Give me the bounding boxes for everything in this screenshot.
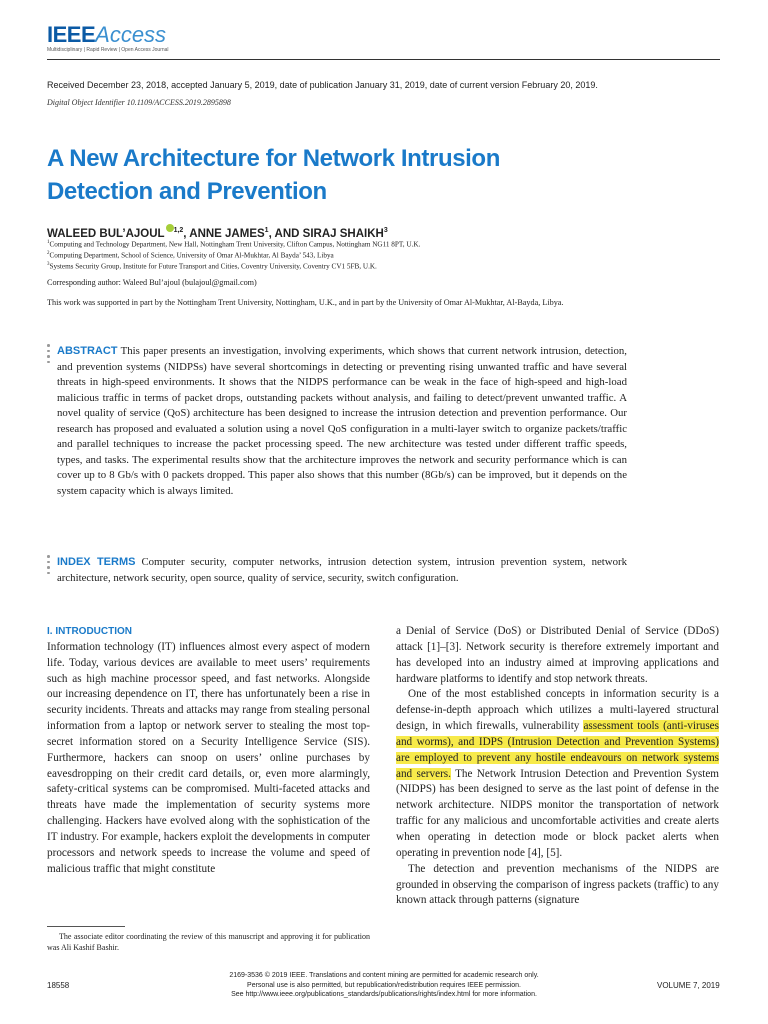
index-terms-block — [57, 555, 627, 586]
copyright-line-2: Personal use is also permitted, but republication/redistribution requires IEEE permission. — [247, 981, 521, 989]
journal-logo — [47, 22, 169, 53]
index-terms-dots-icon — [47, 555, 50, 577]
abstract-text: This paper presents an investigation, involving experiments, which shows that current network intrusion, detection, and prevention systems (NIDPSs) have several shortcomings in detecting or preventing rising unwanted traffic and have several threats in high-speed environments. It shows that the NIDPS performance can be weak in the face of high-speed and high-load malicious traffic in terms of packet drops, outstanding packets without analysis, and failing to detect/prevent unwanted traffic. A novel quality of service (QoS) architecture has been designed to increase the intrusion detection and prevention performance. Our research has proposed and evaluated a solution using a novel QoS configuration in a multi-layer switch to organize packets/traffic and parallel techniques to increase the packet processing speed. The new architecture was tested under different traffic speeds, types, and tasks. The experimental results show that the architecture improves the network and security performance which is can cover up to 8 Gb/s with 0 packets dropped. This paper also shows that this number (8Gb/s) can be improved, but it depends on the system capacity which is always limited. — [57, 345, 627, 497]
page-number: 18558 — [47, 981, 70, 990]
section-heading: I. INTRODUCTION — [47, 626, 132, 637]
title-line-2: Detection and Prevention — [47, 178, 327, 205]
affiliation-2-num: 2 — [47, 251, 50, 256]
author-list — [47, 224, 388, 240]
affiliation-3 — [47, 262, 377, 270]
doi-line: Digital Object Identifier 10.1109/ACCESS.2019.2895898 — [47, 98, 231, 107]
volume-label: VOLUME 7, 2019 — [657, 981, 720, 990]
intro-paragraph-4: The detection and prevention mechanisms of the NIDPS are grounded in observing the comparison of ingress packets (traffic) to any known attack through patterns (signature — [396, 862, 719, 907]
author-1: WALEED BUL’AJOUL — [47, 228, 165, 240]
intro-paragraph-2: a Denial of Service (DoS) or Distributed Denial of Service (DDoS) attack [1]–[3]. Network security is therefore extremely important and has developed into an industry aimed at improving applications and hardware platforms to identify and stop network threats. — [396, 625, 719, 685]
logo-tagline: Multidisciplinary | Rapid Review | Open Access Journal — [47, 47, 169, 53]
abstract-dots-icon — [47, 344, 50, 366]
author-1-affil: 1,2 — [173, 227, 184, 235]
right-column — [396, 624, 719, 909]
received-dates: Received December 23, 2018, accepted January 5, 2019, date of publication January 31, 2019, date of current version February 20, 2019. — [47, 80, 598, 90]
intro-paragraph-1: Information technology (IT) influences almost every aspect of modern life. Today, various devices are available to meet users’ requirements such as high machine processor speed, and fast networks. Alongside our increasing dependence on IT, there has unfortunately been a rise in security incidents. Threats and attacks may range from stealing personal information from a laptop or network server to stealing the most top-secret information stored on a Security Intelligence Service (SIS). Furthermore, hackers can snoop on users’ online purchases by eavesdropping on their credit card details, or, even more alarmingly, safety-critical systems can be compromised. Multi-faceted attacks and threats have made the implementation of security systems more challenging. Hackers have evolved along with the sophistication of the IT industry. For example, hackers exploit the developments in computer processors and network speeds to increase the volume and speed of malicious traffic that might constitute — [47, 640, 370, 875]
author-3-affil: 3 — [383, 227, 388, 235]
paper-title — [47, 142, 707, 208]
affiliation-1 — [47, 240, 420, 248]
author-3: , AND SIRAJ SHAIKH — [268, 228, 384, 240]
abstract-block — [57, 344, 627, 499]
funding-note: This work was supported in part by the Nottingham Trent University, Nottingham, U.K., and in part by the University of Omar Al-Mukhtar, Al-Bayda, Libya. — [47, 298, 564, 307]
highlighted-text[interactable]: assessment tools (anti-viruses and worms), and IDPS (Intrusion Detection and Prevention Systems) are employed to prevent any hostile endeavours on network systems and servers. — [396, 720, 719, 780]
footnote-rule — [47, 926, 125, 927]
orcid-icon[interactable] — [166, 224, 174, 232]
intro-paragraph-3 — [396, 687, 719, 861]
copyright-notice — [180, 971, 588, 1000]
corresponding-author: Corresponding author: Waleed Bul’ajoul (bulajoul@gmail.com) — [47, 278, 257, 287]
affiliation-1-text: Computing and Technology Department, New Hall, Nottingham Trent University, Clifton Campus, Nottingham NG11 8PT, U.K. — [49, 240, 421, 249]
copyright-line-3[interactable]: See http://www.ieee.org/publications_standards/publications/rights/index.html for more information. — [231, 991, 537, 998]
author-2-affil: 1 — [264, 227, 269, 235]
affiliation-1-num: 1 — [47, 240, 50, 245]
index-terms-heading: INDEX TERMS — [57, 556, 136, 568]
paragraph-3-text-b: The Network Intrusion Detection and Prevention System (NIDPS) has been designed to serve as the last point of defense in the network architecture. NIDPS monitor the transportation of network traffic for any malicious and uncomfortable activities and create alerts when operating in detection mode or block packet alerts when operating in prevention node [4], [5]. — [396, 767, 719, 859]
title-line-1: A New Architecture for Network Intrusion — [47, 145, 500, 172]
affiliation-3-num: 3 — [47, 262, 50, 267]
affiliation-2-text: Computing Department, School of Science, University of Omar Al-Mukhtar, Al Bayda’ 543, Libya — [49, 251, 334, 260]
logo-ieee: IEEE — [47, 22, 96, 47]
logo-access: Access — [95, 22, 167, 47]
paragraph-3-text-a: One of the most established concepts in information security is a defense-in-depth approach which utilizes a multi-layered structural design, in which firewalls, vulnerability — [396, 688, 719, 733]
abstract-heading: ABSTRACT — [57, 345, 118, 357]
editor-footnote — [47, 926, 370, 953]
header-rule — [47, 59, 720, 60]
left-column — [47, 624, 370, 878]
author-2: , ANNE JAMES — [183, 228, 265, 240]
affiliation-2 — [47, 251, 334, 259]
index-terms-text: Computer security, computer networks, intrusion detection system, intrusion prevention system, network architecture, network security, open source, quality of service, security, switch configuration. — [57, 556, 627, 584]
affiliation-3-text: Systems Security Group, Institute for Future Transport and Cities, Coventry University, Coventry CV1 5FB, U.K. — [49, 262, 377, 271]
footnote-text: The associate editor coordinating the review of this manuscript and approving it for publication was Ali Kashif Bashir. — [47, 932, 370, 952]
copyright-line-1: 2169-3536 © 2019 IEEE. Translations and content mining are permitted for academic research only. — [229, 972, 539, 979]
